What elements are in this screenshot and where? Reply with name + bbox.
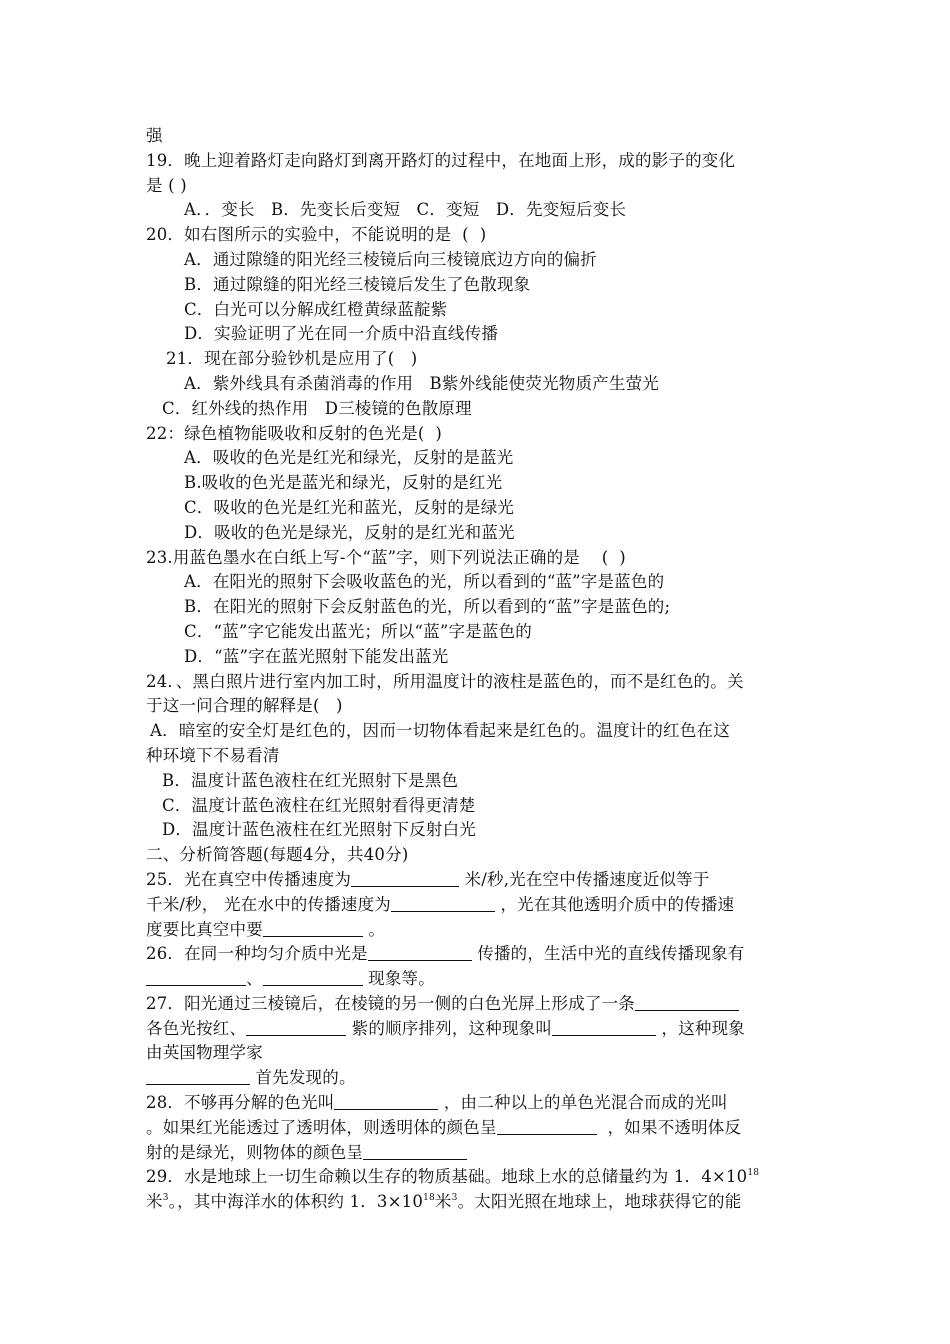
question-19-stem-cont: 是 ( ) xyxy=(146,175,187,195)
question-19-stem: 19．晚上迎着路灯走向路灯到离开路灯的过程中，在地面上形，成的影子的变化 xyxy=(146,150,736,170)
question-24-option-a: A．暗室的安全灯是红色的，因而一切物体看起来是红色的。温度计的红色在这 xyxy=(150,721,730,741)
answer-blank[interactable] xyxy=(497,1117,597,1135)
question-22-option-b: B.吸收的色光是蓝光和绿光，反射的是红光 xyxy=(184,473,503,493)
section-2-heading: 二、分析简答题(每题4分，共40分) xyxy=(146,845,409,865)
question-28-line-1 xyxy=(146,1091,814,1116)
text-run: 传播的，生活中光的直线传播现象有 xyxy=(471,944,745,964)
question-26-line-2 xyxy=(146,967,814,992)
question-24-stem: 24．、黑白照片进行室内加工时，所用温度计的液柱是蓝色的，而不是红色的。关 xyxy=(146,671,744,691)
answer-blank[interactable] xyxy=(334,1092,438,1110)
text-line: 强 xyxy=(146,126,163,145)
answer-blank[interactable] xyxy=(146,968,246,986)
superscript: 3 xyxy=(162,1193,169,1204)
question-24-option-a-cont: 种环境下不易看清 xyxy=(146,745,280,765)
text-run: 。，其中海洋水的体积约 1．3×10 xyxy=(168,1192,424,1212)
superscript: 18 xyxy=(747,1168,760,1179)
text-run: 度要比真空中要 xyxy=(146,919,263,939)
question-23-option-b: B．在阳光的照射下会反射蓝色的光，所以看到的“蓝”字是蓝色的; xyxy=(184,597,671,617)
question-22-option-d: D．吸收的色光是绿光，反射的是红光和蓝光 xyxy=(184,522,515,542)
text-run: 。如果红光能透过了透明体，则透明体的颜色呈 xyxy=(146,1117,497,1137)
question-27-line-2 xyxy=(146,1017,814,1042)
answer-blank[interactable] xyxy=(391,894,495,912)
text-run: ，这种现象 xyxy=(656,1018,746,1038)
answer-blank[interactable] xyxy=(363,1142,467,1160)
text-run: 米 xyxy=(434,1192,452,1212)
question-27-line-1 xyxy=(146,992,814,1017)
question-22-option-c: C．吸收的色光是红光和蓝光，反射的是绿光 xyxy=(184,497,515,517)
question-27-line-4 xyxy=(146,1066,814,1091)
superscript: 18 xyxy=(423,1193,435,1204)
question-21-options-cd: C．红外线的热作用 D三棱镜的色散原理 xyxy=(162,398,472,418)
question-23-option-d: D．“蓝”字在蓝光照射下能发出蓝光 xyxy=(184,646,449,666)
answer-blank[interactable] xyxy=(635,993,739,1011)
question-24-option-d: D．温度计蓝色液柱在红光照射下反射白光 xyxy=(162,820,477,840)
question-21-stem: 21．现在部分验钞机是应用了( ) xyxy=(166,349,418,369)
question-19-options: A．．变长 B．先变长后变短 C．变短 D．先变短后变长 xyxy=(184,200,627,220)
text-run: 米 xyxy=(146,1192,163,1212)
question-23-stem: 23.用蓝色墨水在白纸上写-个“蓝”字，则下列说法正确的是 ( ) xyxy=(146,547,626,567)
answer-blank[interactable] xyxy=(552,1018,656,1036)
text-run: 27．阳光通过三棱镜后，在棱镜的另一侧的白色光屏上形成了一条 xyxy=(146,993,635,1013)
answer-blank[interactable] xyxy=(263,919,363,937)
text-run: 。 xyxy=(362,919,386,939)
text-run: ，如果不透明体反 xyxy=(596,1117,742,1137)
question-20-option-c: C．白光可以分解成红橙黄绿蓝靛紫 xyxy=(184,299,448,319)
question-26-line-1 xyxy=(146,942,814,967)
question-28-line-3 xyxy=(146,1141,814,1166)
question-27-line-3: 由英国物理学家 xyxy=(146,1043,263,1063)
text-run: 米/秒,光在空中传播速度近似等于 xyxy=(459,869,710,889)
text-run: 千米/秒， 光在水中的传播速度为 xyxy=(146,894,392,914)
question-20-option-b: B．通过隙缝的阳光经三棱镜后发生了色散现象 xyxy=(184,274,531,294)
text-run: 28．不够再分解的色光叫 xyxy=(146,1093,335,1113)
text-run: 射的是绿光，则物体的颜色呈 xyxy=(146,1142,364,1162)
question-20-stem: 20．如右图所示的实验中，不能说明的是 ( ) xyxy=(146,225,487,245)
question-20-option-d: D．实验证明了光在同一介质中沿直线传播 xyxy=(184,324,499,344)
answer-blank[interactable] xyxy=(368,943,472,961)
text-run: 。太阳光照在地球上，地球获得它的能 xyxy=(457,1192,742,1212)
exam-page-text xyxy=(146,124,814,1215)
superscript: 3 xyxy=(451,1193,458,1204)
question-29-line-2 xyxy=(146,1190,814,1215)
text-run: 首先发现的。 xyxy=(250,1068,356,1088)
question-23-option-a: A．在阳光的照射下会吸收蓝色的光，所以看到的“蓝”字是蓝色的 xyxy=(184,572,665,592)
question-21-options-ab: A．紫外线具有杀菌消毒的作用 B紫外线能使荧光物质产生萤光 xyxy=(184,373,659,393)
text-run: 各色光按红、 xyxy=(146,1018,247,1038)
text-run: 29．水是地球上一切生命赖以生存的物质基础。地球上水的总储量约为 1．4×10 xyxy=(146,1167,748,1187)
question-29-line-1 xyxy=(146,1165,814,1190)
question-20-option-a: A．通过隙缝的阳光经三棱镜后向三棱镜底边方向的偏折 xyxy=(184,249,597,269)
text-run: 紫的顺序排列，这种现象叫 xyxy=(346,1018,553,1038)
text-run: 、 xyxy=(246,969,263,989)
answer-blank[interactable] xyxy=(246,1018,346,1036)
text-run: ，光在其他透明介质中的传播速 xyxy=(495,894,735,914)
text-run: ，由二种以上的单色光混合而成的光叫 xyxy=(438,1093,728,1113)
question-24-option-b: B．温度计蓝色液柱在红光照射下是黑色 xyxy=(162,770,459,790)
answer-blank[interactable] xyxy=(351,869,459,887)
question-25-line-3 xyxy=(146,918,814,943)
question-24-option-c: C．温度计蓝色液柱在红光照射看得更清楚 xyxy=(162,795,476,815)
answer-blank[interactable] xyxy=(146,1067,250,1085)
question-25-line-2 xyxy=(146,893,814,918)
question-28-line-2 xyxy=(146,1116,814,1141)
text-run: 现象等。 xyxy=(362,969,435,989)
question-22-stem: 22：绿色植物能吸收和反射的色光是( ) xyxy=(146,423,443,443)
text-run: 25．光在真空中传播速度为 xyxy=(146,869,352,889)
question-24-stem-cont: 于这一问合理的解释是( ) xyxy=(146,696,343,716)
text-run: 26．在同一种均匀介质中光是 xyxy=(146,944,368,964)
answer-blank[interactable] xyxy=(263,968,363,986)
question-23-option-c: C．“蓝”字它能发出蓝光；所以“蓝”字是蓝色的 xyxy=(184,621,532,641)
question-25-line-1 xyxy=(146,868,814,893)
question-22-option-a: A．吸收的色光是红光和绿光，反射的是蓝光 xyxy=(184,448,514,468)
